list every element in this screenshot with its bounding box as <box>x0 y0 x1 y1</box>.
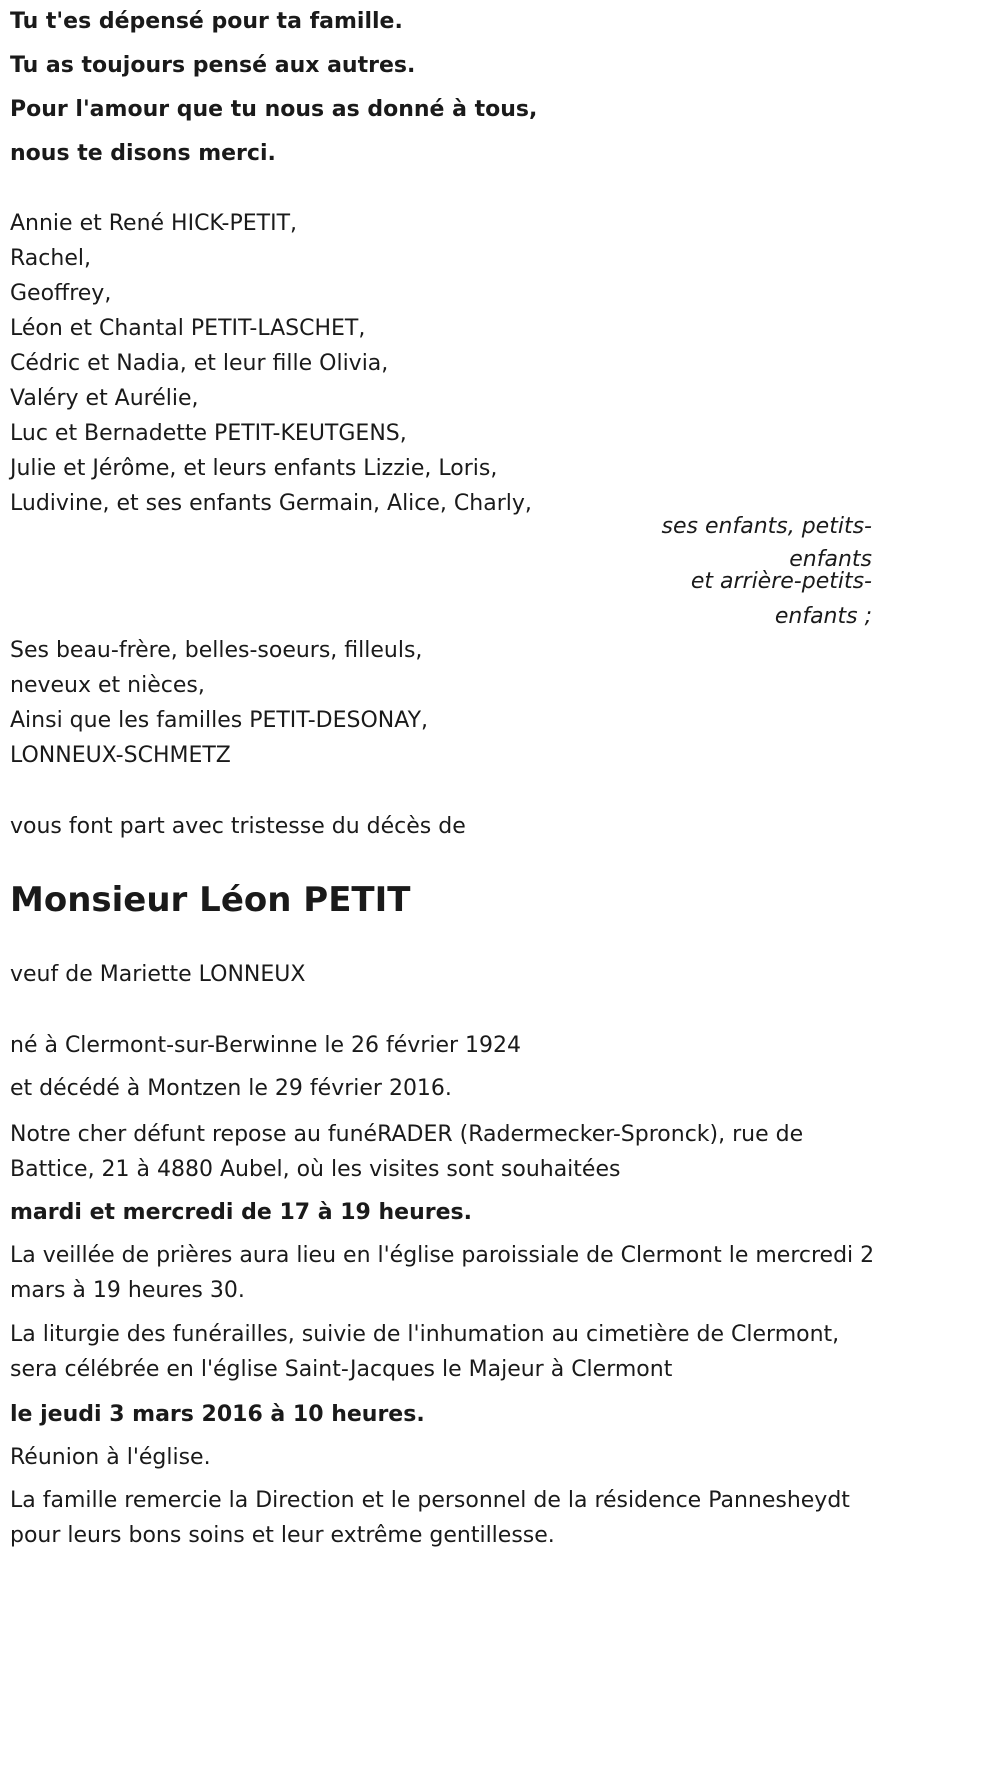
family-line: Julie et Jérôme, et leurs enfants Lizzie, Loris, <box>10 456 498 481</box>
family-line: LONNEUX-SCHMETZ <box>10 743 231 768</box>
note-line: enfants ; <box>774 604 872 629</box>
deceased-name: Monsieur Léon PETIT <box>10 880 411 920</box>
family-line: Valéry et Aurélie, <box>10 386 199 411</box>
family-line: Léon et Chantal PETIT-LASCHET, <box>10 316 366 341</box>
poem-line: Tu t'es dépensé pour ta famille. <box>10 9 403 34</box>
family-line: Ludivine, et ses enfants Germain, Alice, Charly, <box>10 491 532 516</box>
visit-hours: mardi et mercredi de 17 à 19 heures. <box>10 1200 472 1225</box>
family-line: Ses beau-frère, belles-soeurs, filleuls, <box>10 638 423 663</box>
family-line: Cédric et Nadia, et leur fille Olivia, <box>10 351 389 376</box>
poem-line: Tu as toujours pensé aux autres. <box>10 53 416 78</box>
poem-line: Pour l'amour que tu nous as donné à tous, <box>10 97 538 122</box>
liturgy-info: La liturgie des funérailles, suivie de l'inhumation au cimetière de Clermont, sera célébrée en l'église Saint-Jacques le Majeur à Clermont <box>10 1322 840 1382</box>
meeting-info: Réunion à l'église. <box>10 1445 211 1470</box>
vigil-info: La veillée de prières aura lieu en l'église paroissiale de Clermont le mercredi 2 mars à 19 heures 30. <box>10 1243 875 1303</box>
family-line: Annie et René HICK-PETIT, <box>10 211 298 236</box>
poem-line: nous te disons merci. <box>10 141 276 166</box>
family-line: Ainsi que les familles PETIT-DESONAY, <box>10 708 428 733</box>
repose-info: Notre cher défunt repose au funéRADER (Radermecker-Spronck), rue de Battice, 21 à 4880 Aubel, où les visites sont souhaitées <box>10 1122 804 1182</box>
funeral-date: le jeudi 3 mars 2016 à 10 heures. <box>10 1402 425 1427</box>
family-line: Luc et Bernadette PETIT-KEUTGENS, <box>10 421 407 446</box>
death-info: et décédé à Montzen le 29 février 2016. <box>10 1076 452 1101</box>
birth-info: né à Clermont-sur-Berwinne le 26 février 1924 <box>10 1033 522 1058</box>
announcement-text: vous font part avec tristesse du décès de <box>10 814 466 839</box>
family-line: Geoffrey, <box>10 281 112 306</box>
note-line: ses enfants, petits- <box>661 514 872 539</box>
note-line: enfants <box>789 547 872 572</box>
note-line: et arrière-petits- <box>690 569 872 594</box>
family-line: neveux et nièces, <box>10 673 205 698</box>
widower-of: veuf de Mariette LONNEUX <box>10 962 306 987</box>
family-line: Rachel, <box>10 246 91 271</box>
thanks-text: La famille remercie la Direction et le personnel de la résidence Pannesheydt pour leurs bons soins et leur extrême gentillesse. <box>10 1488 850 1548</box>
